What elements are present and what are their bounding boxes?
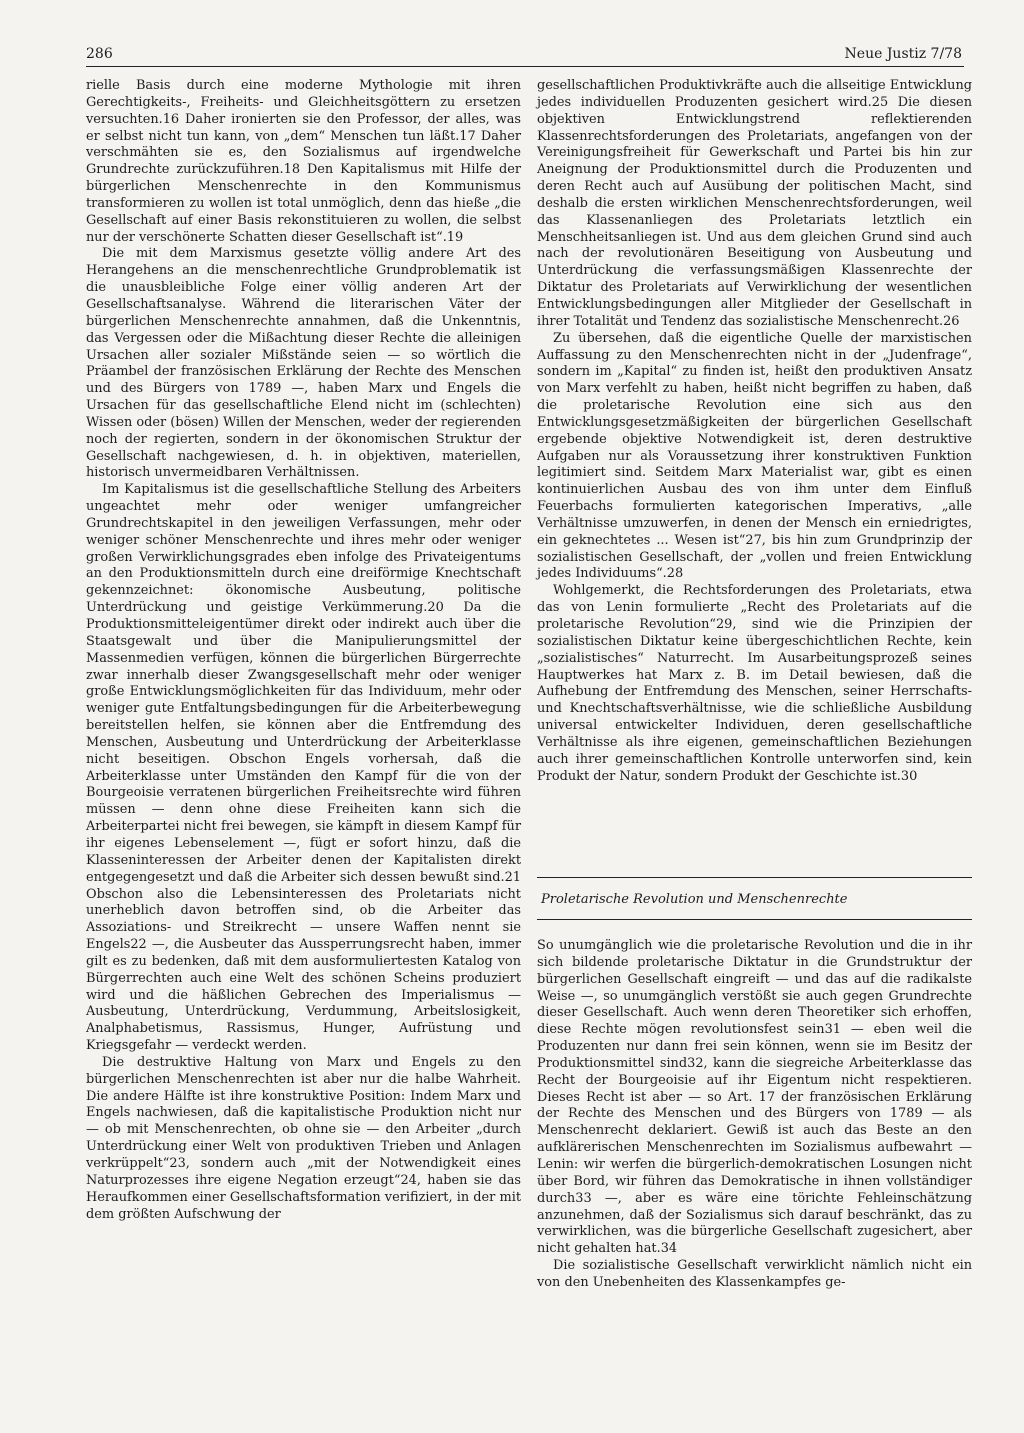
section-rule-bottom — [537, 919, 972, 920]
paragraph: Zu übersehen, daß die eigentliche Quelle der marxistischen Auffassung zu den Menschenrechten nicht in der „Judenfrage“, sondern im „Kapital“ zu finden ist, heißt den produktiven Ansatz von Marx verfehlt zu haben, heißt nicht begriffen zu haben, daß die proletarische Revolution eine sich aus den Entwicklungsgesetzmäßigkeiten der bürgerlichen Gesellschaft ergebende objektive Notwendigkeit ist, deren destruktive Aufgaben nur als Voraussetzung ihrer konstruktiven Funktion legitimiert sind. Seitdem Marx Materialist war, gibt es einen kontinuierlichen Ausbau des von ihm unter dem Einfluß Feuerbachs formulierten kategorischen Imperativs, „alle Verhältnisse umzuwerfen, in denen der Mensch ein erniedrigtes, ein geknechtetes ... Wesen ist“27, bis hin zum Grundprinzip der sozialistischen Gesellschaft, der „vollen und freien Entwicklung jedes Individuums“.28 — [537, 330, 972, 582]
paragraph: Im Kapitalismus ist die gesellschaftliche Stellung des Arbeiters ungeachtet mehr oder weniger umfangreicher Grundrechtskapitel in den jeweiligen Verfassungen, mehr oder weniger schöner Menschenrechte und ihres mehr oder weniger großen Verwirklichungsgrades eben infolge des Privateigentums an den Produktionsmitteln durch eine dreiförmige Knechtschaft gekennzeichnet: ökonomische Ausbeutung, politische Unterdrückung und geistige Verkümmerung.20 Da die Produktionsmitteleigentümer direkt oder indirekt auch über die Staatsgewalt und über die Manipulierungsmittel der Massenmedien verfügen, können die bürgerlichen Bürgerrechte zwar innerhalb dieser Zwangsgesellschaft mehr oder weniger große Entwicklungsmöglichkeiten für das Individuum, mehr oder weniger gute Entfaltungsbedingungen für die Arbeiterbewegung bereitstellen helfen, sie können aber die Entfremdung des Menschen, Ausbeutung und Unterdrückung der Arbeiterklasse nicht beseitigen. Obschon Engels vorhersah, daß die Arbeiterklasse unter Umständen den Kampf für die von der Bourgeoisie verratenen bürgerlichen Freiheitsrechte wird führen müssen — denn ohne diese Freiheiten kann sich die Arbeiterpartei nicht frei bewegen, sie kämpft in diesem Kampf für ihr eigenes Lebenselement —, fügt er sofort hinzu, daß die Klasseninteressen der Arbeiter denen der Kapitalisten direkt entgegengesetzt und daß die Arbeiter sich dessen bewußt sind.21 Obschon also die Lebensinteressen des Proletariats nicht unerheblich davon betroffen sind, ob die Arbeiter das Assoziations- und Streikrecht — unsere Waffen nennt sie Engels22 —, die Ausbeuter das Aussperrungsrecht haben, immer gilt es zu bedenken, daß mit dem ausformuliertesten Katalog von Bürgerrechten auch eine Welt des schönen Scheins produziert wird und die häßlichen Gebrechen des Imperialismus — Ausbeutung, Unterdrückung, Verdummung, Arbeitslosigkeit, Analphabetismus, Rassismus, Hunger, Aufrüstung und Kriegsgefahr — verdeckt werden. — [86, 482, 521, 1054]
section-body — [537, 938, 972, 1292]
page-number: 286 — [86, 46, 113, 62]
left-column — [86, 78, 521, 1223]
header-rule — [86, 66, 964, 67]
section-rule-top — [537, 877, 972, 878]
paragraph: Die destruktive Haltung von Marx und Engels zu den bürgerlichen Menschenrechten ist aber nur die halbe Wahrheit. Die andere Hälfte ist ihre konstruktive Position: Indem Marx und Engels nachwiesen, daß die kapitalistische Produktion nicht nur — ob mit Menschenrechten, ob ohne sie — den Arbeiter „durch Unterdrückung einer Welt von produktiven Trieben und Anlagen verkrüppelt“23, sondern auch „mit der Notwendigkeit eines Naturprozesses ihre eigene Negation erzeugt“24, haben sie das Heraufkommen einer Gesellschaftsformation verifiziert, in der mit dem größten Aufschwung der — [86, 1054, 521, 1222]
paragraph: Wohlgemerkt, die Rechtsforderungen des Proletariats, etwa das von Lenin formulierte „Recht des Proletariats auf die proletarische Revolution“29, sind wie die Prinzipien der sozialistischen Diktatur keine übergeschichtlichen Rechte, kein „sozialistisches“ Naturrecht. Im Ausarbeitungsprozeß seines Hauptwerkes hat Marx z. B. im Detail bewiesen, daß die Aufhebung der Entfremdung des Menschen, seiner Herrschafts- und Knechtschaftsverhältnisse, wie die schließliche Ausbildung universal entwickelter Individuen, deren gesellschaftliche Verhältnisse als ihre eigenen, gemeinschaftlichen Beziehungen auch ihrer gemeinschaftlichen Kontrolle unterworfen sind, kein Produkt der Natur, sondern Produkt der Geschichte ist.30 — [537, 583, 972, 784]
paragraph: Die sozialistische Gesellschaft verwirklicht nämlich nicht ein von den Unebenheiten des Klassenkampfes ge- — [537, 1258, 972, 1290]
paragraph: gesellschaftlichen Produktivkräfte auch die allseitige Entwicklung jedes individuellen Produzenten gesichert wird.25 Die diesen objektiven Entwicklungstrend reflektierenden Klassenrechtsforderungen des Proletariats, angefangen von der Vereinigungsfreiheit für Gewerkschaft und Partei bis hin zur Aneignung der Produktionsmittel durch die Produzenten und deren Recht auch auf Ausübung der politischen Macht, sind deshalb die ersten wirklichen Menschenrechtsforderungen, weil das Klassenanliegen des Proletariats letztlich ein Menschheitsanliegen ist. Und aus dem gleichen Grund sind auch nach der revolutionären Beseitigung von Ausbeutung und Unterdrückung die verfassungsmäßigen Klassenrechte der Diktatur des Proletariats auf Verwirklichung der wesentlichen Entwicklungsbedingungen aller Mitglieder der Gesellschaft in ihrer Totalität und Tendenz das sozialistische Menschenrecht.26 — [537, 78, 972, 329]
journal-title: Neue Justiz 7/78 — [844, 46, 962, 62]
paragraph: rielle Basis durch eine moderne Mythologie mit ihren Gerechtigkeits-, Freiheits- und Gleichheitsgöttern zu ersetzen versuchten.16 Daher ironierten sie den Professor, der alles, was er selbst nicht tun kann, von „dem“ Menschen tun läßt.17 Daher verschmähten sie es, den Sozialismus auf irgendwelche Grundrechte zurückzuführen.18 Den Kapitalismus mit Hilfe der bürgerlichen Menschenrechte in den Kommunismus transformieren zu wollen ist total unmöglich, denn das hieße „die Gesellschaft auf einer Basis rekonstituieren zu wollen, die selbst nur der verschönerte Schatten dieser Gesellschaft ist“.19 — [86, 78, 521, 245]
section-heading-block — [537, 877, 972, 920]
paragraph: Die mit dem Marxismus gesetzte völlig andere Art des Herangehens an die menschenrechtliche Grundproblematik ist die unausbleibliche Folge einer völlig anderen Art der Gesellschaftsanalyse. Während die literarischen Väter der bürgerlichen Menschenrechte annahmen, daß die Unkenntnis, das Vergessen oder die Mißachtung dieser Rechte die alleinigen Ursachen aller sozialer Mißstände seien — so wörtlich die Präambel der französischen Erklärung der Rechte des Menschen und des Bürgers von 1789 —, haben Marx und Engels die Ursachen für das gesellschaftliche Elend nicht im (schlechten) Wissen oder (bösen) Willen der Menschen, weder der regierenden noch der regierten, sondern in der ökonomischen Struktur der Gesellschaft nachgewiesen, d. h. in objektiven, materiellen, historisch unvermeidbaren Verhältnissen. — [86, 246, 521, 481]
right-column — [537, 78, 972, 785]
paragraph: So unumgänglich wie die proletarische Revolution und die in ihr sich bildende proletarische Diktatur in die Grundstruktur der bürgerlichen Gesellschaft eingreift — und das auf die radikalste Weise —, so unumgänglich verstößt sie auch gegen Grundrechte dieser Gesellschaft. Auch wenn deren Theoretiker sich erhoffen, diese Rechte mögen revolutionsfest sein31 — eben weil die Produzenten nur dann frei sein können, wenn sie im Besitz der Produktionsmittel sind32, kann die siegreiche Arbeiterklasse das Recht der Bourgeoisie auf ihr Eigentum nicht respektieren. Dieses Recht ist aber — so Art. 17 der französischen Erklärung der Rechte des Menschen und des Bürgers von 1789 — als Menschenrecht deklariert. Gewiß ist auch das Beste an den aufklärerischen Menschenrechten im Sozialismus aufbewahrt — Lenin: wir werfen die bürgerlich-demokratischen Losungen nicht über Bord, wir führen das Demokratische in ihnen vollständiger durch33 —, aber es wäre eine törichte Fehleinschätzung anzunehmen, daß der Sozialismus sich darauf beschränkt, das zu verwirklichen, was die bürgerliche Gesellschaft zugesichert, aber nicht gehalten hat.34 — [537, 938, 972, 1257]
section-heading: Proletarische Revolution und Menschenrechte — [541, 892, 848, 907]
